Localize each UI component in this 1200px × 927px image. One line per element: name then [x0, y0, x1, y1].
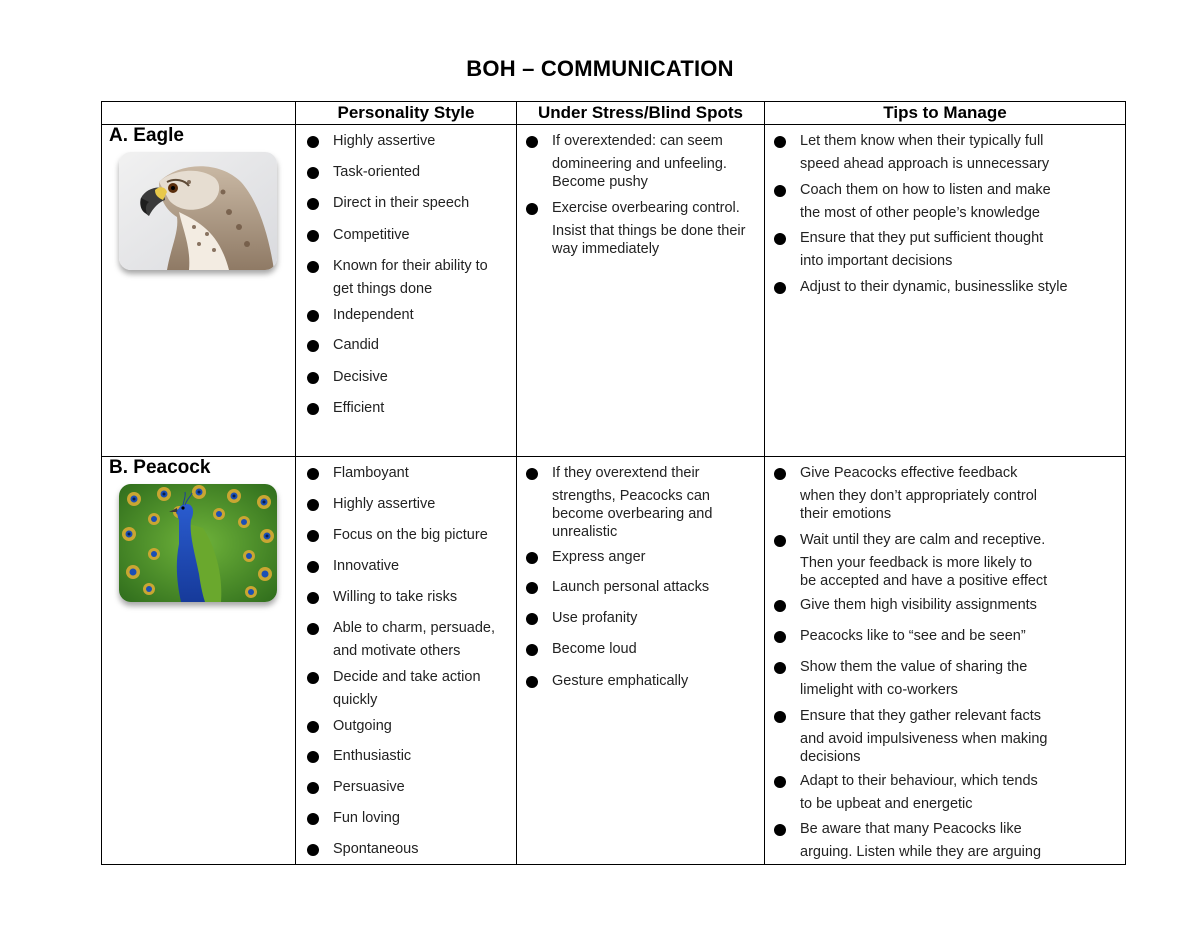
list-item-text [800, 707, 1047, 766]
bullet-icon [307, 167, 319, 179]
list-item-text [552, 132, 727, 191]
bullet-icon [774, 711, 786, 723]
list-item-line: Highly assertive [333, 133, 436, 149]
list-item [307, 809, 400, 827]
list-item [774, 464, 1037, 523]
list-item-line: Fun loving [333, 810, 400, 826]
list-item [307, 257, 488, 298]
table-border-bottom [101, 864, 1126, 865]
bullet-icon [526, 676, 538, 688]
bullet-icon [307, 782, 319, 794]
bullet-icon [526, 582, 538, 594]
list-item [774, 531, 1047, 590]
list-item [307, 194, 469, 212]
list-item [526, 132, 727, 191]
list-item-text [333, 717, 392, 735]
list-item [774, 229, 1043, 270]
list-item-line: Insist that things be done their [552, 223, 746, 239]
eagle-personality-list [307, 132, 512, 452]
table-border-right [1125, 101, 1126, 865]
list-item-line: decisions [800, 749, 861, 765]
list-item-line: Give Peacocks effective feedback [800, 465, 1018, 481]
list-item-line: way immediately [552, 241, 660, 257]
list-item-line: and motivate others [333, 643, 461, 659]
bullet-icon [307, 623, 319, 635]
list-item-line: unrealistic [552, 524, 618, 540]
list-item-line: Express anger [552, 549, 646, 565]
list-item-line: Outgoing [333, 718, 392, 734]
list-item [307, 368, 388, 386]
column-divider [516, 101, 517, 865]
list-item-text [800, 464, 1037, 523]
list-item [307, 557, 399, 575]
list-item-text [552, 464, 712, 541]
bullet-icon [307, 561, 319, 573]
list-item-text [333, 668, 481, 709]
list-item-line: Able to charm, persuade, [333, 620, 496, 636]
bullet-icon [307, 372, 319, 384]
list-item [307, 526, 488, 544]
list-item [307, 464, 409, 482]
column-divider [764, 101, 765, 865]
list-item-line: Peacocks like to “see and be seen” [800, 628, 1026, 644]
list-item-line: Let them know when their typically full [800, 133, 1044, 149]
list-item-line: quickly [333, 692, 378, 708]
list-item-text [800, 596, 1037, 614]
list-item-text [800, 820, 1041, 861]
list-item-text [552, 199, 745, 258]
list-item-line: Become loud [552, 641, 637, 657]
eagle-stress-list [526, 132, 761, 452]
list-item-text [333, 194, 469, 212]
list-item-text [333, 226, 410, 244]
list-item [526, 640, 637, 658]
list-item-line: get things done [333, 281, 433, 297]
bullet-icon [526, 552, 538, 564]
list-item-text [333, 809, 400, 827]
bullet-icon [526, 468, 538, 480]
list-item [526, 672, 688, 690]
bullet-icon [307, 468, 319, 480]
list-item-text [333, 526, 488, 544]
bullet-icon [774, 233, 786, 245]
list-item [526, 609, 637, 627]
list-item-text [800, 278, 1068, 296]
bullet-icon [307, 672, 319, 684]
list-item-line: Direct in their speech [333, 195, 470, 211]
list-item-line: Decide and take action [333, 669, 481, 685]
eagle-photo [119, 152, 277, 270]
bullet-icon [307, 136, 319, 148]
list-item [307, 306, 414, 324]
list-item [307, 668, 481, 709]
list-item [774, 707, 1047, 766]
list-item-line: become overbearing and [552, 506, 713, 522]
row-title-eagle: A. Eagle [109, 125, 184, 146]
list-item-line: their emotions [800, 506, 892, 522]
list-item [307, 163, 420, 181]
list-item-text [333, 747, 411, 765]
list-item-text [333, 368, 388, 386]
list-item-line: Be aware that many Peacocks like [800, 821, 1022, 837]
bullet-icon [307, 198, 319, 210]
list-item-text [800, 658, 1027, 699]
list-item-line: and avoid impulsiveness when making [800, 731, 1048, 747]
list-item [774, 278, 1068, 296]
peacock-personality-list [307, 464, 512, 862]
list-item-line: Spontaneous [333, 841, 419, 857]
list-item-text [333, 495, 435, 513]
bullet-icon [774, 535, 786, 547]
list-item [307, 747, 411, 765]
list-item-line: If overextended: can seem [552, 133, 723, 149]
list-item-line: Exercise overbearing control. [552, 200, 740, 216]
list-item-text [333, 557, 399, 575]
peacock-tips-list [774, 464, 1119, 862]
list-item-line: when they don’t appropriately control [800, 488, 1037, 504]
list-item [774, 772, 1038, 813]
list-item-text [552, 672, 688, 690]
list-item-text [333, 778, 405, 796]
bullet-icon [307, 230, 319, 242]
header-under-stress: Under Stress/Blind Spots [538, 103, 743, 122]
list-item-text [800, 772, 1038, 813]
list-item-line: If they overextend their [552, 465, 700, 481]
bullet-icon [774, 600, 786, 612]
list-item-line: Willing to take risks [333, 589, 458, 605]
list-item-line: to be upbeat and energetic [800, 796, 973, 812]
bullet-icon [307, 499, 319, 511]
list-item-text [333, 619, 495, 660]
list-item-line: domineering and unfeeling. [552, 156, 727, 172]
list-item-line: arguing. Listen while they are arguing [800, 844, 1042, 860]
list-item [307, 717, 392, 735]
list-item [307, 588, 457, 606]
list-item-line: Adapt to their behaviour, which tends [800, 773, 1038, 789]
list-item-line: the most of other people’s knowledge [800, 205, 1040, 221]
list-item-line: Ensure that they put sufficient thought [800, 230, 1044, 246]
bullet-icon [307, 261, 319, 273]
list-item-line: Known for their ability to [333, 258, 488, 274]
list-item-text [333, 840, 418, 858]
list-item [526, 199, 745, 258]
list-item-line: Ensure that they gather relevant facts [800, 708, 1041, 724]
list-item [774, 658, 1027, 699]
list-item-line: Flamboyant [333, 465, 409, 481]
list-item [774, 627, 1026, 645]
list-item [774, 132, 1049, 173]
list-item-text [333, 132, 435, 150]
list-item-text [800, 229, 1043, 270]
bullet-icon [307, 592, 319, 604]
list-item-text [333, 399, 384, 417]
list-item-line: Competitive [333, 227, 410, 243]
bullet-icon [307, 340, 319, 352]
list-item-line: Launch personal attacks [552, 579, 710, 595]
list-item-text [552, 578, 709, 596]
peacock-stress-list [526, 464, 761, 862]
list-item [526, 578, 709, 596]
page-title: BOH – COMMUNICATION [466, 56, 734, 81]
bullet-icon [774, 136, 786, 148]
list-item [307, 226, 410, 244]
list-item-line: Highly assertive [333, 496, 436, 512]
list-item-line: into important decisions [800, 253, 953, 269]
list-item-line: Give them high visibility assignments [800, 597, 1037, 613]
bullet-icon [526, 136, 538, 148]
bullet-icon [526, 203, 538, 215]
list-item-line: speed ahead approach is unnecessary [800, 156, 1050, 172]
bullet-icon [526, 644, 538, 656]
bullet-icon [307, 721, 319, 733]
list-item-text [800, 531, 1047, 590]
list-item-line: Efficient [333, 400, 385, 416]
list-item-text [333, 257, 488, 298]
list-item [526, 548, 646, 566]
bullet-icon [307, 844, 319, 856]
header-tips-to-manage: Tips to Manage [883, 103, 1007, 122]
communication-table [101, 101, 1126, 865]
list-item-line: Then your feedback is more likely to [800, 555, 1033, 571]
list-item-text [333, 464, 409, 482]
table-border-left [101, 101, 102, 865]
list-item [307, 495, 435, 513]
list-item [307, 778, 405, 796]
bullet-icon [774, 662, 786, 674]
bullet-icon [307, 310, 319, 322]
bullet-icon [307, 751, 319, 763]
header-personality-style: Personality Style [337, 103, 475, 122]
bullet-icon [774, 776, 786, 788]
list-item-text [333, 588, 457, 606]
list-item-text [552, 640, 637, 658]
list-item-line: Adjust to their dynamic, businesslike style [800, 279, 1068, 295]
bullet-icon [307, 813, 319, 825]
list-item-line: limelight with co-workers [800, 682, 958, 698]
bullet-icon [307, 530, 319, 542]
list-item-line: be accepted and have a positive effect [800, 573, 1048, 589]
list-item-text [552, 609, 637, 627]
list-item-line: Wait until they are calm and receptive. [800, 532, 1046, 548]
list-item-line: Persuasive [333, 779, 405, 795]
list-item [526, 464, 712, 541]
list-item-text [552, 548, 646, 566]
bullet-icon [774, 185, 786, 197]
list-item [307, 336, 379, 354]
list-item-text [333, 336, 379, 354]
list-item-line: Task-oriented [333, 164, 421, 180]
list-item [307, 619, 495, 660]
bullet-icon [307, 403, 319, 415]
list-item-line: Gesture emphatically [552, 673, 689, 689]
peacock-photo [119, 484, 277, 602]
list-item-line: Use profanity [552, 610, 638, 626]
list-item [774, 820, 1041, 861]
bullet-icon [774, 631, 786, 643]
list-item-text [333, 306, 414, 324]
list-item [307, 840, 418, 858]
list-item-line: Enthusiastic [333, 748, 412, 764]
header-divider [101, 124, 1126, 125]
list-item [307, 399, 384, 417]
list-item [774, 596, 1037, 614]
list-item-line: Focus on the big picture [333, 527, 488, 543]
list-item-line: Independent [333, 307, 414, 323]
list-item [774, 181, 1051, 222]
column-divider [295, 101, 296, 865]
list-item-line: Decisive [333, 369, 388, 385]
list-item-line: strengths, Peacocks can [552, 488, 710, 504]
bullet-icon [526, 613, 538, 625]
list-item-line: Innovative [333, 558, 400, 574]
row-divider [101, 456, 1126, 457]
bullet-icon [774, 468, 786, 480]
bullet-icon [774, 824, 786, 836]
list-item-text [333, 163, 420, 181]
list-item-line: Become pushy [552, 174, 648, 190]
list-item-text [800, 132, 1049, 173]
bullet-icon [774, 282, 786, 294]
row-title-peacock: B. Peacock [109, 457, 211, 478]
list-item-text [800, 627, 1026, 645]
list-item-line: Show them the value of sharing the [800, 659, 1028, 675]
list-item [307, 132, 435, 150]
list-item-line: Candid [333, 337, 379, 353]
list-item-text [800, 181, 1051, 222]
eagle-tips-list [774, 132, 1119, 452]
list-item-line: Coach them on how to listen and make [800, 182, 1051, 198]
